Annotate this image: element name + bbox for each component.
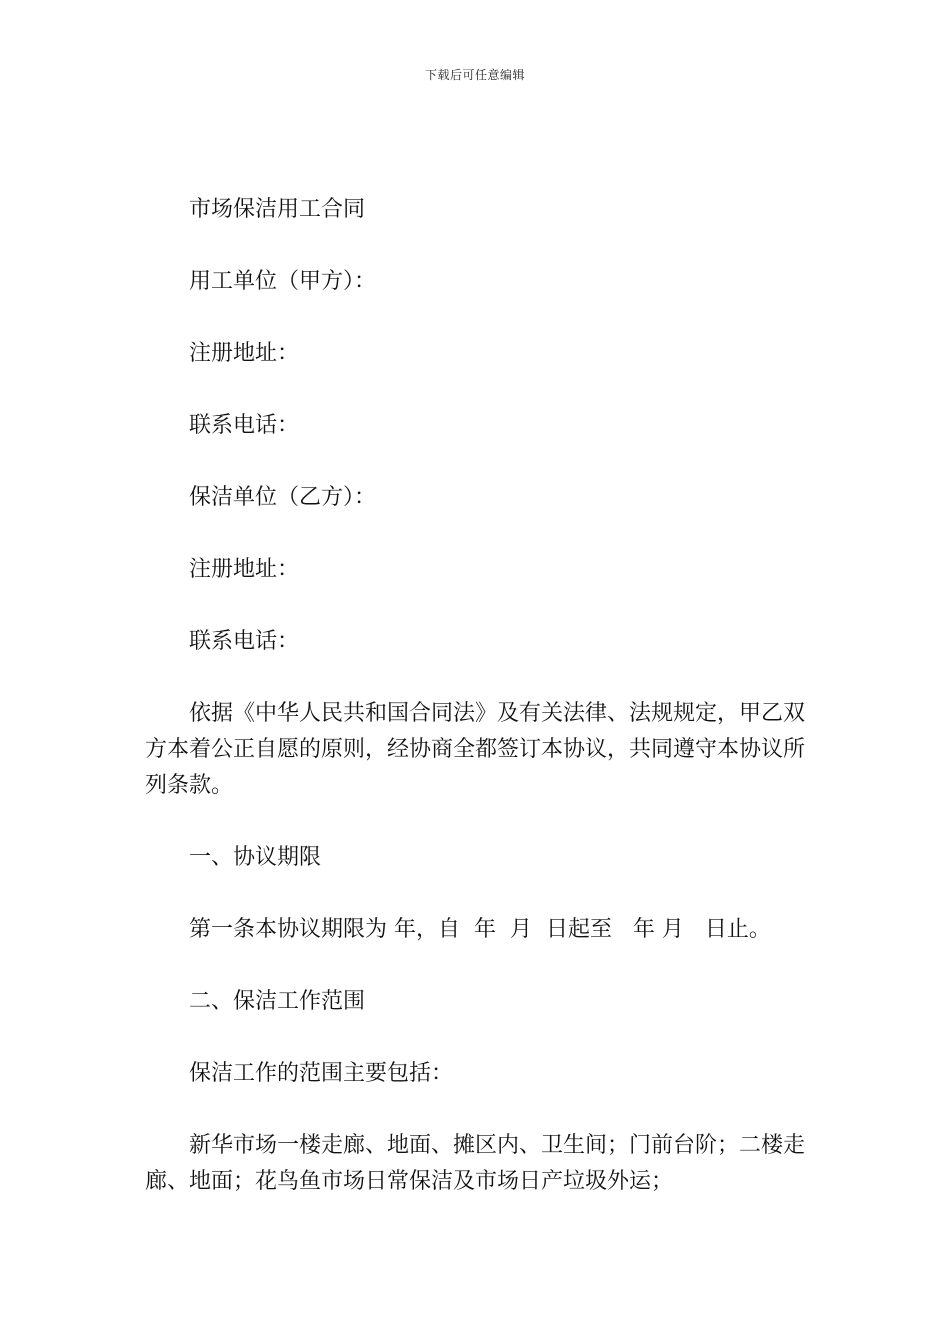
document-body <box>145 192 805 1236</box>
document-title: 市场保洁用工合同 <box>189 197 366 222</box>
scope-detail-paragraph: 新华市场一楼走廊、地面、摊区内、卫生间；门前台阶；二楼走廊、地面；花鸟鱼市场日常保洁及市场日产垃圾外运； <box>145 1133 806 1194</box>
scope-intro-paragraph: 保洁工作的范围主要包括： <box>189 1061 454 1086</box>
page-header-note: 下载后可任意编辑 <box>424 68 525 82</box>
party-b-address-field: 注册地址： <box>189 557 300 582</box>
party-b-phone-field: 联系电话： <box>189 629 300 654</box>
party-a-field: 用工单位（甲方）： <box>189 269 377 294</box>
preamble-paragraph: 依据《中华人民共和国合同法》及有关法律、法规规定，甲乙双方本着公正自愿的原则，经协商全都签订本协议，共同遵守本协议所列条款。 <box>145 701 806 798</box>
article-1-paragraph: 第一条本协议期限为 年，自 年 月 日起至 年 月 日止。 <box>189 917 771 942</box>
party-b-field: 保洁单位（乙方）： <box>189 485 377 510</box>
section-2-heading: 二、保洁工作范围 <box>189 989 366 1014</box>
party-a-address-field: 注册地址： <box>189 341 300 366</box>
party-a-phone-field: 联系电话： <box>189 413 300 438</box>
section-1-heading: 一、协议期限 <box>189 845 322 870</box>
